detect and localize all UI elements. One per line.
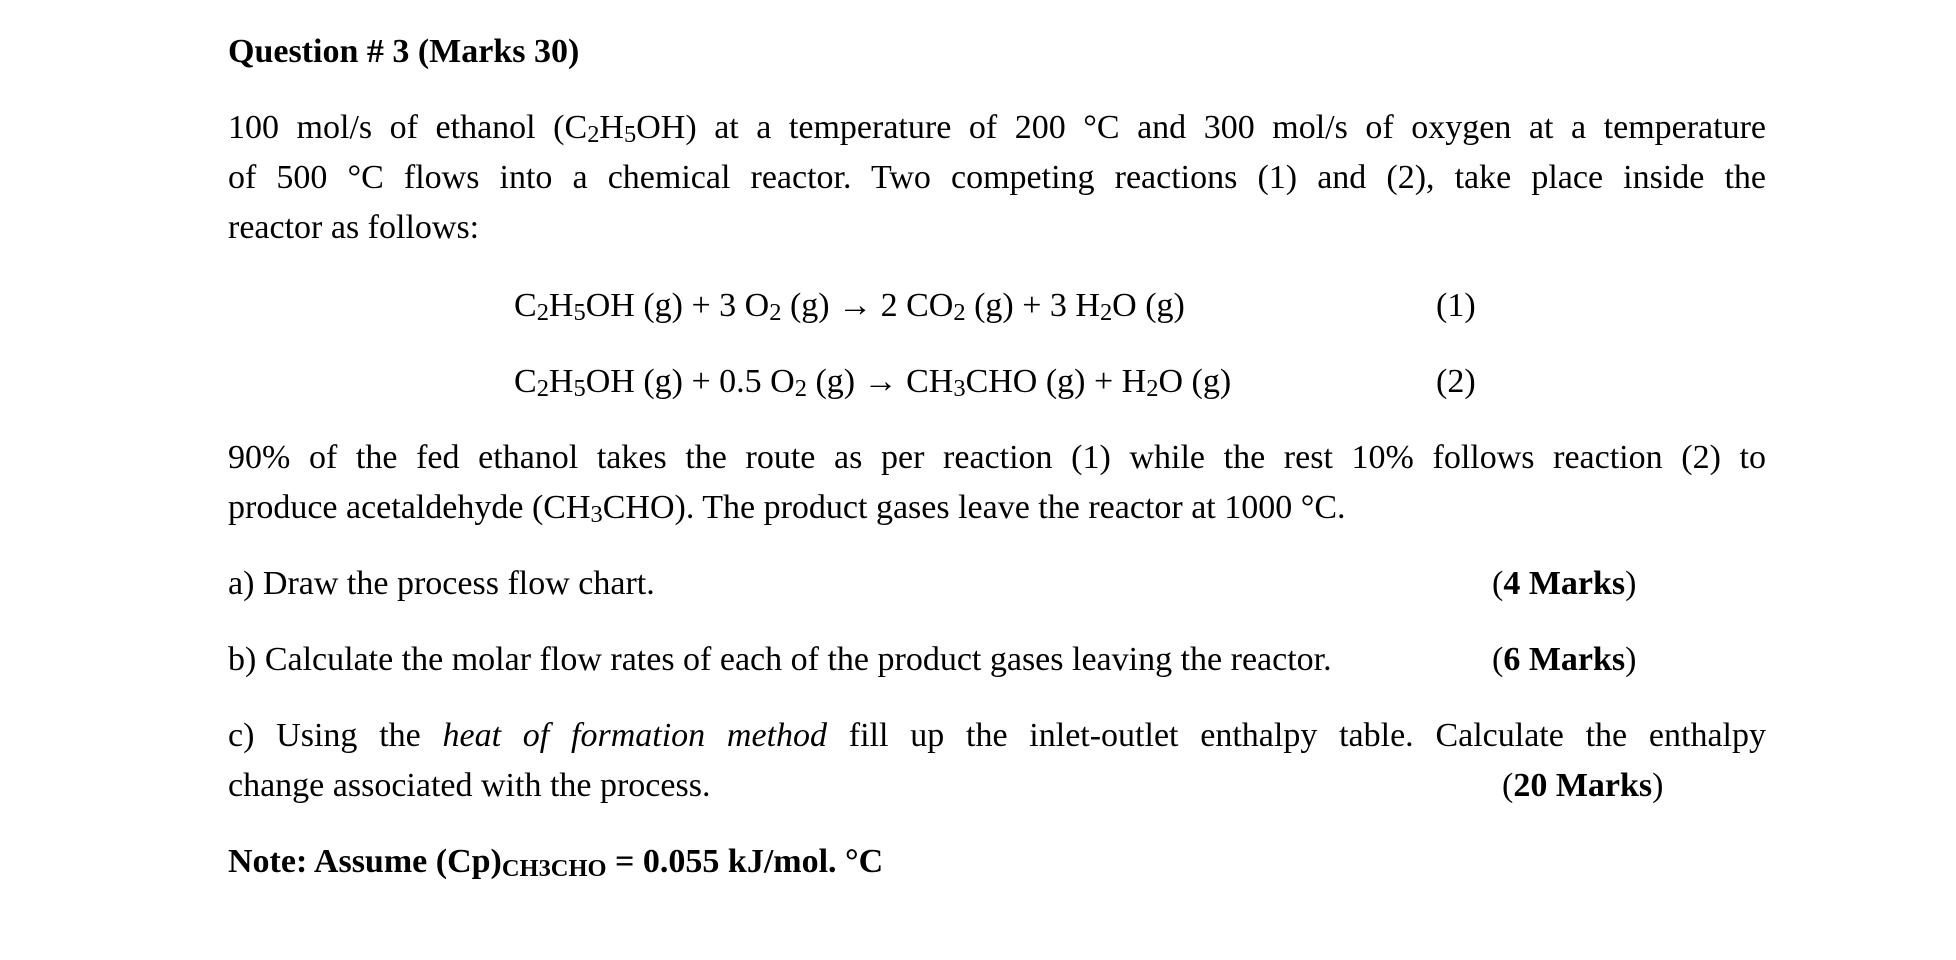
question-title: Question # 3 (Marks 30) xyxy=(228,33,580,70)
intro-line-3: reactor as follows: xyxy=(228,209,480,246)
reaction-2-number: (2) xyxy=(1436,363,1476,400)
intro-line-1: 100 mol/s of ethanol (C2H5OH) at a temperature of 200 °C and 300 mol/s of oxygen at a temperature xyxy=(228,109,1766,148)
part-a-text: a) Draw the process flow chart. xyxy=(228,565,655,602)
description-line-1: 90% of the fed ethanol takes the route as per reaction (1) while the rest 10% follows reaction (2) to xyxy=(228,439,1766,476)
part-c-line-1: c) Using the heat of formation method fill up the inlet-outlet enthalpy table. Calculate the enthalpy xyxy=(228,717,1766,754)
intro-line-2: of 500 °C flows into a chemical reactor. Two competing reactions (1) and (2), take place inside the xyxy=(228,159,1766,196)
note: Note: Assume (Cp)CH3CHO = 0.055 kJ/mol. °C xyxy=(228,843,884,882)
part-a-marks: (4 Marks) xyxy=(1492,565,1637,602)
part-b-text: b) Calculate the molar flow rates of each of the product gases leaving the reactor. xyxy=(228,641,1332,678)
reaction-1-equation: C2H5OH (g) + 3 O2 (g) → 2 CO2 (g) + 3 H2O (g) xyxy=(514,287,1185,326)
part-c-marks: (20 Marks) xyxy=(1502,767,1664,804)
part-b-marks: (6 Marks) xyxy=(1492,641,1637,678)
reaction-2-equation: C2H5OH (g) + 0.5 O2 (g) → CH3CHO (g) + H2O (g) xyxy=(514,363,1232,402)
reaction-1-number: (1) xyxy=(1436,287,1476,324)
part-c-line-2: change associated with the process. xyxy=(228,767,711,804)
description-line-2: produce acetaldehyde (CH3CHO). The product gases leave the reactor at 1000 °C. xyxy=(228,489,1346,528)
